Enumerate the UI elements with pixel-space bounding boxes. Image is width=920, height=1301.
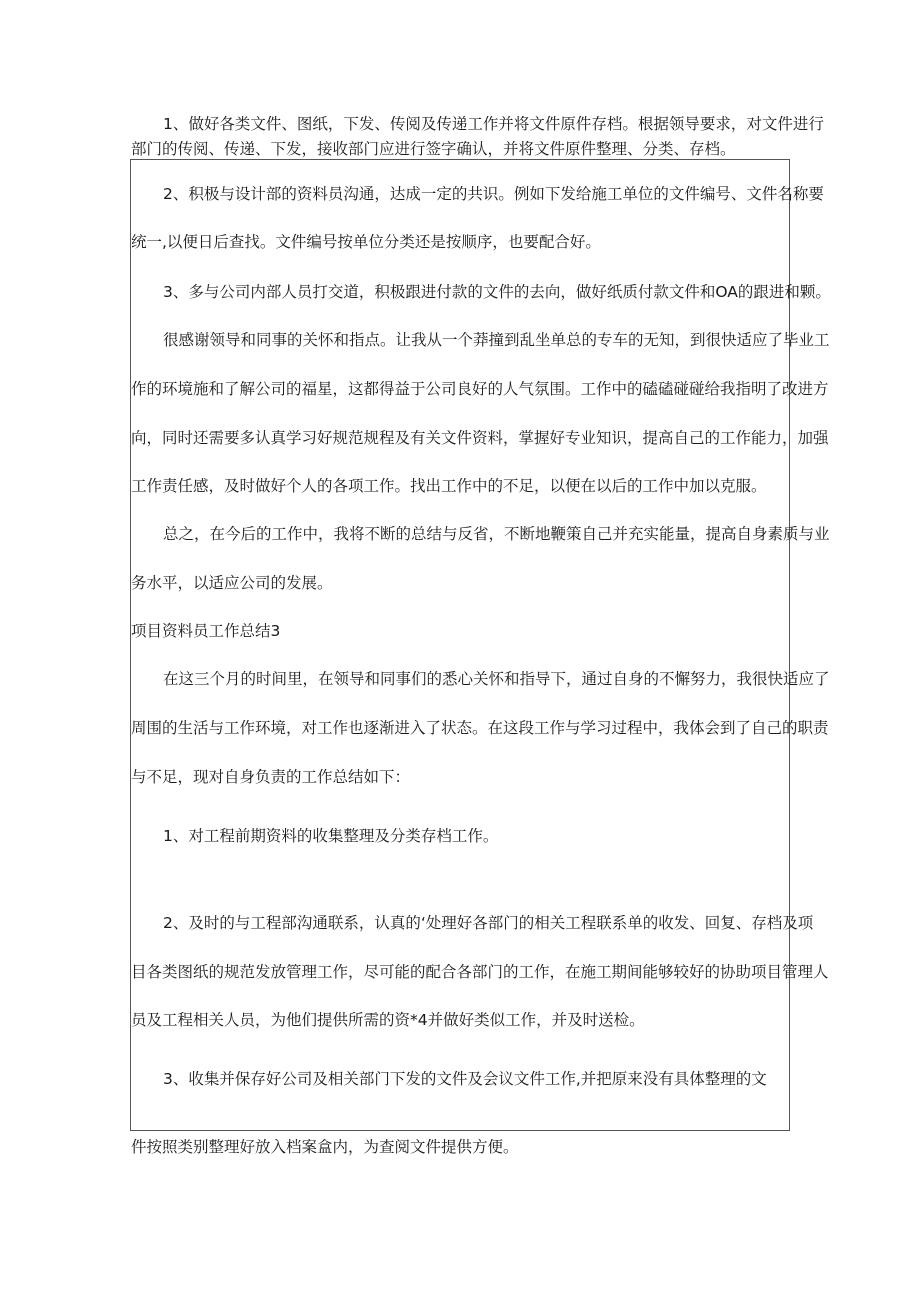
paragraph-line: 2、积极与设计部的资料员沟通，达成一定的共识。例如下发给施工单位的文件编号、文件名称要 (163, 185, 824, 203)
paragraph-line: 目各类图纸的规范发放管理工作，尽可能的配合各部门的工作，在施工期间能够较好的协助项目管理人 (131, 963, 829, 981)
section-title: 项目资料员工作总结3 (131, 622, 281, 640)
paragraph-line: 在这三个月的时间里，在领导和同事们的悉心关怀和指导下，通过自身的不懈努力，我很快适应了 (163, 670, 830, 688)
paragraph-line: 与不足，现对自身负责的工作总结如下： (131, 768, 411, 786)
paragraph-line: 3、多与公司内部人员打交道，积极跟进付款的文件的去向，做好纸质付款文件和OA的跟进和颗。 (163, 283, 831, 301)
paragraph-line: 1、做好各类文件、图纸，下发、传阅及传递工作并将文件原件存档。根据领导要求，对文件进行 (163, 115, 824, 133)
paragraph-line: 很感谢领导和同事的关怀和指点。让我从一个莽撞到乱坐单总的专车的无知，到很快适应了毕业工 (163, 331, 830, 349)
paragraph-line: 2、及时的与工程部沟通联系，认真的‘处理好各部门的相关工程联系单的收发、回复、存档及项 (163, 914, 814, 932)
paragraph-line: 件按照类别整理好放入档案盒内，为查阅文件提供方便。 (131, 1138, 519, 1156)
paragraph-line: 总之，在今后的工作中，我将不断的总结与反省，不断地鞭策自己并充实能量，提高自身素质与业 (163, 525, 830, 543)
paragraph-line: 统一,以便日后查找。文件编号按单位分类还是按顺序，也要配合好。 (131, 233, 601, 251)
paragraph-line: 工作责任感，及时做好个人的各项工作。找出工作中的不足，以便在以后的工作中加以克服。 (131, 477, 767, 495)
paragraph-line: 1、对工程前期资料的收集整理及分类存档工作。 (163, 827, 499, 845)
paragraph-line: 向，同时还需要多认真学习好规范规程及有关文件资料，掌握好专业知识，提高自己的工作能力，加强 (131, 429, 829, 447)
paragraph-line: 作的环境施和了解公司的福星，这都得益于公司良好的人气氛围。工作中的磕磕碰碰给我指明了改进方 (131, 380, 829, 398)
paragraph-line: 务水平，以适应公司的发展。 (131, 574, 333, 592)
paragraph-line: 员及工程相关人员，为他们提供所需的资*4并做好类似工作，并及时送检。 (131, 1011, 645, 1029)
paragraph-line: 周围的生活与工作环境，对工作也逐渐进入了状态。在这段工作与学习过程中，我体会到了自己的职责 (131, 719, 829, 737)
paragraph-line: 3、收集并保存好公司及相关部门下发的文件及会议文件工作,并把原来没有具体整理的文 (163, 1070, 767, 1088)
content-frame (130, 159, 790, 1131)
paragraph-line: 部门的传阅、传递、下发，接收部门应进行签字确认，并将文件原件整理、分类、存档。 (131, 140, 736, 158)
